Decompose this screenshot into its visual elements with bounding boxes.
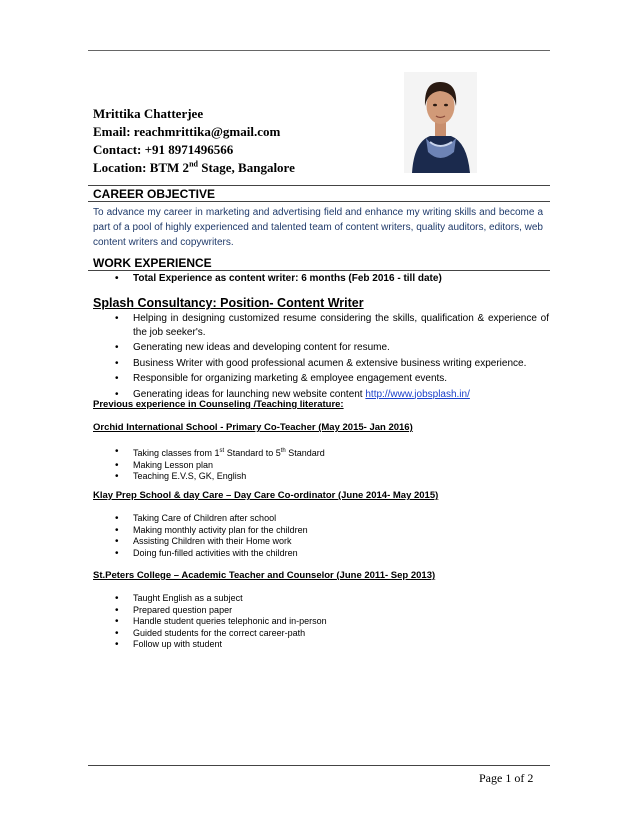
work-experience-rule [88, 270, 550, 271]
item-text: Standard [285, 448, 325, 458]
list-item: • Assisting Children with their Home work [93, 536, 533, 548]
candidate-name: Mrittika Chatterjee [93, 106, 204, 121]
klay-list [93, 513, 533, 559]
item-text: Standard to 5 [224, 448, 281, 458]
list-item: • Guided students for the correct career-path [93, 628, 533, 640]
item-text: Taking classes from 1 [133, 448, 220, 458]
list-item: • Responsible for organizing marketing & employee engagement events. [93, 372, 549, 386]
list-item: • Follow up with student [93, 639, 533, 651]
objective-top-rule [88, 185, 550, 186]
list-item: • Doing fun-filled activities with the children [93, 548, 533, 560]
top-rule [88, 50, 550, 51]
item-superscript: th [280, 448, 286, 454]
list-item: • Helping in designing customized resume considering the skills, qualification & experience of the job seeker's. [93, 312, 549, 339]
list-item: • Teaching E.V.S, GK, English [93, 471, 533, 483]
list-item: • Generating new ideas and developing content for resume. [93, 341, 549, 355]
experience-summary-list [93, 272, 549, 286]
orchid-heading: Orchid International School - Primary Co-Teacher (May 2015- Jan 2016) [93, 422, 413, 433]
contact-header [93, 105, 295, 177]
work-experience-title: WORK EXPERIENCE [93, 256, 212, 270]
list-item: • Prepared question paper [93, 605, 533, 617]
website-link[interactable]: http://www.jobsplash.in/ [365, 388, 470, 400]
orchid-list [93, 446, 533, 483]
list-item: • Business Writer with good professional acumen & extensive business writing experience. [93, 357, 549, 371]
location-text: Location: BTM 2 [93, 160, 190, 175]
item-superscript: st [219, 448, 225, 454]
email-line: Email: reachmrittika@gmail.com [93, 124, 281, 139]
location-line [93, 159, 295, 177]
location-superscript: nd [189, 159, 198, 169]
stpeters-list [93, 593, 533, 651]
list-item: • Taught English as a subject [93, 593, 533, 605]
previous-experience-title: Previous experience in Counseling /Teaching literature: [93, 399, 344, 410]
location-text-end: Stage, Bangalore [197, 160, 295, 175]
objective-bottom-rule [88, 201, 550, 202]
list-item [93, 446, 533, 460]
klay-heading: Klay Prep School & day Care – Day Care Co-ordinator (June 2014- May 2015) [93, 490, 439, 501]
list-item: • Taking Care of Children after school [93, 513, 533, 525]
list-item: • Making monthly activity plan for the children [93, 525, 533, 537]
stpeters-heading: St.Peters College – Academic Teacher and Counselor (June 2011- Sep 2013) [93, 570, 436, 581]
page-number: Page 1 of 2 [479, 771, 534, 785]
objective-title: CAREER OBJECTIVE [93, 187, 216, 201]
profile-photo [404, 72, 477, 173]
objective-text: To advance my career in marketing and advertising field and enhance my writing skills and become a part of a pool of highly experienced and talented team of content writers, quality auditors, editors, web content writers and copywriters. [93, 207, 543, 248]
experience-summary: • Total Experience as content writer: 6 months (Feb 2016 - till date) [93, 272, 549, 286]
contact-line: Contact: +91 8971496566 [93, 142, 234, 157]
list-item: • Handle student queries telephonic and in-person [93, 616, 533, 628]
company-heading: Splash Consultancy: Position- Content Writer [93, 296, 364, 310]
duties-list [93, 312, 549, 401]
duty-text: Generating ideas for launching new website content [133, 388, 366, 400]
list-item: • Making Lesson plan [93, 460, 533, 472]
footer-rule [88, 765, 550, 766]
